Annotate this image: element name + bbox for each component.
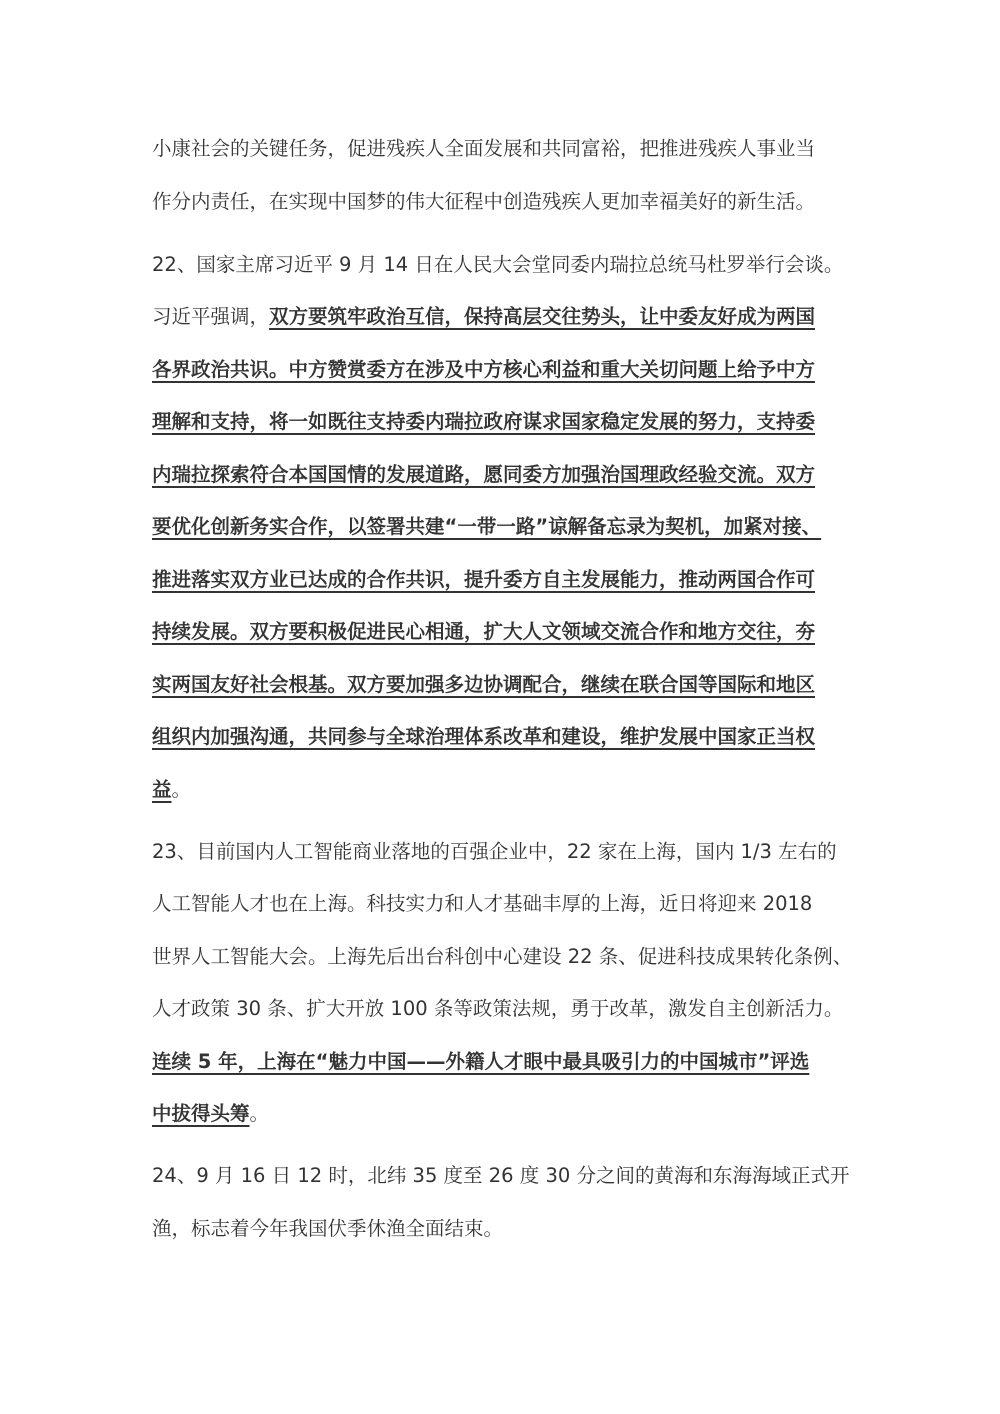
- text-line: [152, 665, 815, 705]
- emphasis-text: 组织内加强沟通，共同参与全球治理体系改革和建设，维护发展中国家正当权: [152, 725, 816, 748]
- text-line: [152, 297, 815, 337]
- text-line: [152, 884, 812, 924]
- text-segment: 23、目前国内人工智能商业落地的百强企业中，22 家在上海，国内 1/3 左右的: [152, 840, 837, 863]
- text-line: [152, 455, 815, 495]
- text-segment: 。: [249, 1102, 270, 1125]
- text-segment: 习近平强调，: [152, 305, 270, 328]
- text-segment: 作分内责任，在实现中国梦的伟大征程中创造残疾人更加幸福美好的新生活。: [152, 190, 816, 213]
- emphasis-text: 实两国友好社会根基。双方要加强多边协调配合，继续在联合国等国际和地区: [152, 673, 816, 696]
- text-line: [152, 770, 191, 810]
- emphasis-text: 要优化创新务实合作，以签署共建“一带一路”谅解备忘录为契机，加紧对接、: [152, 515, 822, 538]
- emphasis-text: 内瑞拉探索符合本国国情的发展道路，愿同委方加强治国理政经验交流。双方: [152, 463, 816, 486]
- text-line: [152, 1209, 503, 1249]
- text-line: [152, 717, 815, 757]
- emphasis-text: 持续发展。双方要积极促进民心相通，扩大人文领域交流合作和地方交往，夯: [152, 620, 816, 643]
- text-segment: 人工智能人才也在上海。科技实力和人才基础丰厚的上海，近日将迎来 2018: [152, 892, 813, 915]
- emphasis-text: 益: [152, 778, 172, 801]
- text-segment: 渔，标志着今年我国伏季休渔全面结束。: [152, 1217, 504, 1240]
- text-line: [152, 989, 843, 1029]
- text-segment: 世界人工智能大会。上海先后出台科创中心建设 22 条、促进科技成果转化条例、: [152, 945, 853, 968]
- emphasis-text: 各界政治共识。中方赞赏委方在涉及中方核心利益和重大关切问题上给予中方: [152, 358, 816, 381]
- paragraph-22-line: [152, 245, 843, 285]
- text-segment: 。: [171, 778, 192, 801]
- text-line: [152, 612, 815, 652]
- emphasis-text: 中拔得头筹: [152, 1102, 250, 1125]
- paragraph-24-line: [152, 1156, 849, 1196]
- text-segment: 22、国家主席习近平 9 月 14 日在人民大会堂同委内瑞拉总统马杜罗举行会谈。: [152, 253, 844, 276]
- emphasis-text: 推进落实双方业已达成的合作共识，提升委方自主发展能力，推动两国合作可: [152, 568, 816, 591]
- emphasis-text: 双方要筑牢政治互信，保持高层交往势头，让中委友好成为两国: [269, 305, 816, 328]
- text-line: [152, 1094, 269, 1134]
- text-line: [152, 1042, 809, 1082]
- paragraph-23-line: [152, 832, 837, 872]
- text-segment: 人才政策 30 条、扩大开放 100 条等政策法规，勇于改革，激发自主创新活力。: [152, 997, 844, 1020]
- emphasis-text: 理解和支持，将一如既往支持委内瑞拉政府谋求国家稳定发展的努力，支持委: [152, 410, 816, 433]
- emphasis-text: 连续 5 年，上海在“魅力中国——外籍人才眼中最具吸引力的中国城市”评选: [152, 1050, 810, 1073]
- text-line: [152, 129, 815, 169]
- text-segment: 小康社会的关键任务，促进残疾人全面发展和共同富裕，把推进残疾人事业当: [152, 137, 816, 160]
- text-segment: 24、9 月 16 日 12 时，北纬 35 度至 26 度 30 分之间的黄海和东海海域正式开: [152, 1164, 850, 1187]
- text-line: [152, 507, 821, 547]
- text-line: [152, 402, 815, 442]
- text-line: [152, 182, 815, 222]
- text-line: [152, 560, 815, 600]
- text-line: [152, 350, 815, 390]
- text-line: [152, 937, 852, 977]
